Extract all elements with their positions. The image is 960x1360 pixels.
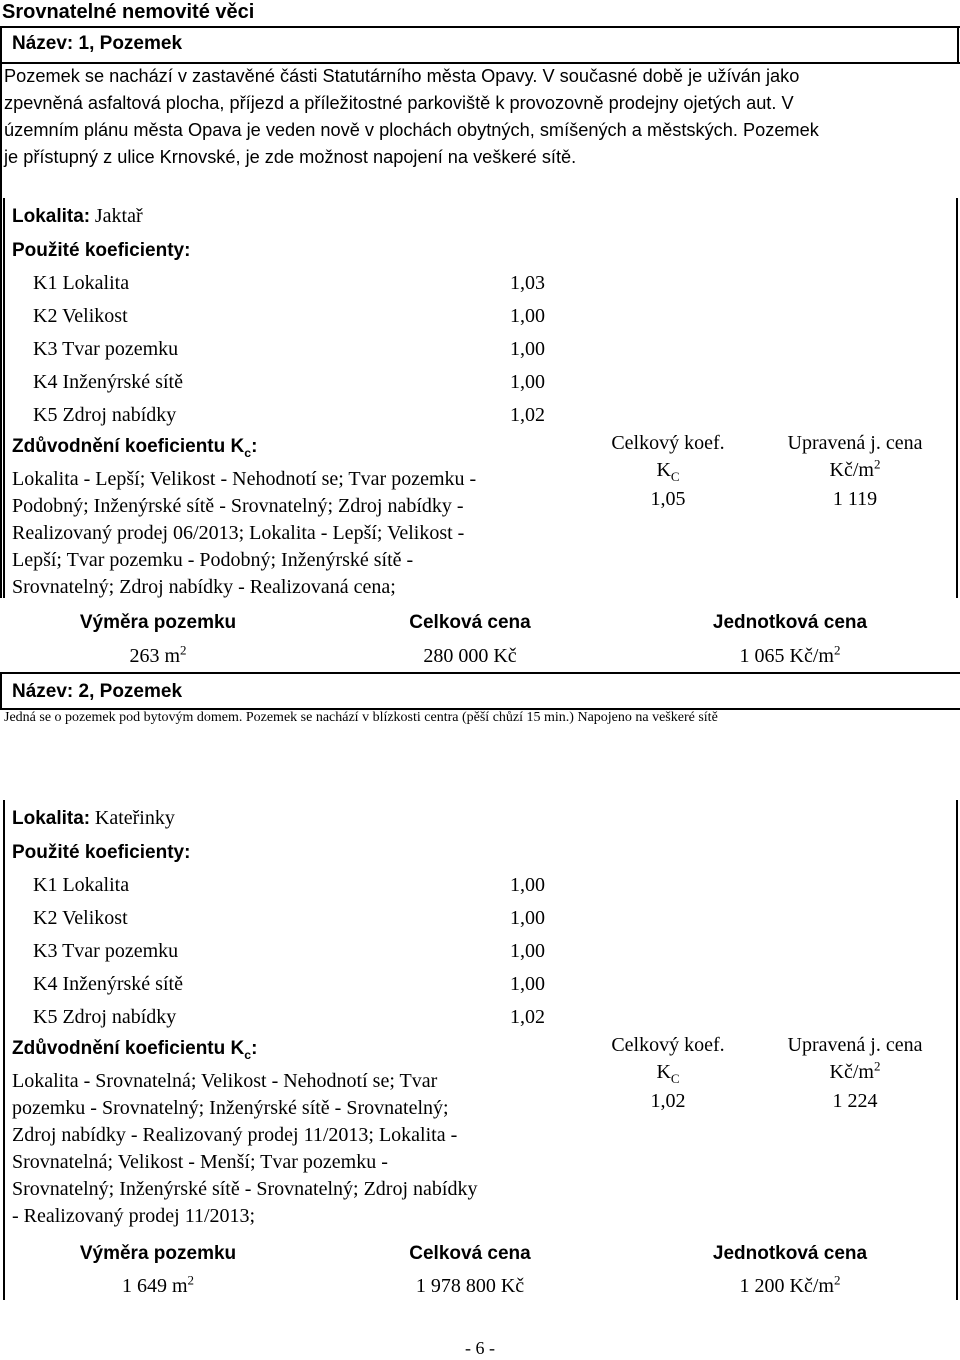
adjusted-price-value: 1 224 — [832, 1090, 878, 1112]
justification-line: Lokalita - Srovnatelná; Velikost - Nehodnotí se; Tvar — [12, 1070, 438, 1092]
unit-price-label: Jednotková cena — [712, 612, 868, 633]
description-line: je přístupný z ulice Krnovské, je zde možnost napojení na veškeré sítě. — [4, 147, 577, 167]
adjusted-price-unit: $Kč/m^2$ — [829, 456, 881, 481]
total-price-value: 1 978 800 Kč — [415, 1275, 525, 1297]
parcel-1-locality — [12, 205, 143, 228]
divider — [0, 672, 960, 674]
justification-line: Realizovaný prodej 06/2013; Lokalita - Lepší; Velikost - — [12, 522, 465, 544]
page-number: - 6 - — [465, 1338, 495, 1358]
locality-value: Jaktař — [94, 205, 143, 227]
total-coef-label: Celkový koef. — [611, 1034, 725, 1056]
coef-label: K5 Zdroj nabídky — [33, 1006, 177, 1028]
coef-label: K2 Velikost — [33, 305, 128, 327]
coef-value: 1,00 — [510, 907, 545, 929]
coef-label: K4 Inženýrské sítě — [33, 371, 183, 393]
adjusted-price-unit: $Kč/m^2$ — [829, 1058, 881, 1083]
coef-value: 1,00 — [510, 371, 545, 393]
description-line: Pozemek se nachází v zastavěné části Statutárního města Opavy. V současné době je užíván jako — [4, 66, 800, 86]
adjusted-price-label: Upravená j. cena — [787, 432, 923, 454]
coef-label: K1 Lokalita — [33, 874, 130, 896]
unit-price-label: Jednotková cena — [712, 1243, 868, 1264]
justification-line: Srovnatelný; Inženýrské sítě - Srovnatelný; Zdroj nabídky — [12, 1178, 478, 1200]
total-price-value: 280 000 Kč — [423, 645, 517, 667]
coef-label: K5 Zdroj nabídky — [33, 404, 177, 426]
locality-label: Lokalita: — [12, 206, 91, 227]
name-label: Název: — [12, 33, 74, 54]
frame-right — [957, 26, 959, 62]
justification-text — [12, 1068, 592, 1230]
coef-value: 1,00 — [510, 940, 545, 962]
coef-value: 1,00 — [510, 973, 545, 995]
justification-line: Lepší; Tvar pozemku - Podobný; Inženýrské sítě - — [12, 549, 414, 571]
justification-line: - Realizovaný prodej 11/2013; — [12, 1205, 256, 1227]
frame-left-inner — [3, 198, 5, 598]
coef-heading: Použité koeficienty: — [12, 240, 191, 261]
justification-heading: Zdůvodnění koeficientu $K_c$: — [12, 436, 258, 460]
justification-line: Lokalita - Lepší; Velikost - Nehodnotí se; Tvar pozemku - — [12, 468, 477, 490]
total-coef-symbol: $K_C$ — [656, 1061, 680, 1086]
coef-value: 1,00 — [510, 874, 545, 896]
coef-value: 1,00 — [510, 305, 545, 327]
name-value: 2, Pozemek — [78, 681, 183, 702]
area-value: 1 649 $m^2$ — [121, 1272, 195, 1297]
locality-label: Lokalita: — [12, 808, 91, 829]
coef-value: 1,02 — [510, 1006, 545, 1028]
frame-left-inner — [3, 800, 5, 1300]
parcel-1-description — [4, 63, 959, 171]
unit-price-value: 1 200 $Kč/m^2$ — [739, 1272, 841, 1297]
description-line: územním plánu města Opava je veden nově v plochách obytných, smíšených a městských. Pozemek — [4, 120, 819, 140]
frame-right-inner — [956, 800, 958, 1300]
justification-line: Zdroj nabídky - Realizovaný prodej 11/2013; Lokalita - — [12, 1124, 458, 1146]
unit-price-value: 1 065 $Kč/m^2$ — [739, 642, 841, 667]
divider — [0, 26, 960, 28]
justification-line: Srovnatelný; Zdroj nabídky - Realizovaná cena; — [12, 576, 396, 598]
frame-left — [0, 26, 2, 598]
total-price-label: Celková cena — [409, 612, 531, 633]
coef-label: K4 Inženýrské sítě — [33, 973, 183, 995]
frame-left — [0, 672, 2, 708]
coef-label: K3 Tvar pozemku — [33, 940, 179, 962]
description-line: zpevněná asfaltová plocha, příjezd a příležitostné parkoviště k provozovně prodejny ojetých aut. V — [4, 93, 794, 113]
area-label: Výměra pozemku — [79, 612, 237, 633]
total-coef-value: 1,02 — [650, 1090, 686, 1112]
justification-line: Podobný; Inženýrské sítě - Srovnatelný; Zdroj nabídky - — [12, 495, 464, 517]
name-value: 1, Pozemek — [78, 33, 183, 54]
coef-label: K2 Velikost — [33, 907, 128, 929]
total-coef-value: 1,05 — [650, 488, 686, 510]
parcel-1-title — [12, 33, 182, 55]
coef-value: 1,00 — [510, 338, 545, 360]
total-coef-symbol: $K_C$ — [656, 459, 680, 484]
area-label: Výměra pozemku — [79, 1243, 237, 1264]
frame-right-inner — [956, 198, 958, 598]
parcel-2-description: Jedná se o pozemek pod bytovým domem. Pozemek se nachází v blízkosti centra (pěší chůzí 15 min.) Napojeno na veškeré sítě — [4, 710, 718, 725]
total-coef-label: Celkový koef. — [611, 432, 725, 454]
justification-text — [12, 466, 592, 601]
parcel-2-locality — [12, 807, 175, 830]
justification-line: pozemku - Srovnatelný; Inženýrské sítě - Srovnatelný; — [12, 1097, 449, 1119]
coef-value: 1,02 — [510, 404, 545, 426]
total-price-label: Celková cena — [409, 1243, 531, 1264]
coef-value: 1,03 — [510, 272, 545, 294]
adjusted-price-label: Upravená j. cena — [787, 1034, 923, 1056]
area-value: 263 $m^2$ — [129, 642, 187, 667]
coef-heading: Použité koeficienty: — [12, 842, 191, 863]
coef-label: K3 Tvar pozemku — [33, 338, 179, 360]
name-label: Název: — [12, 681, 74, 702]
parcel-2-title — [12, 681, 182, 703]
justification-heading: Zdůvodnění koeficientu $K_c$: — [12, 1038, 258, 1062]
coef-label: K1 Lokalita — [33, 272, 130, 294]
locality-value: Kateřinky — [94, 807, 175, 829]
section-title: Srovnatelné nemovité věci — [2, 1, 255, 23]
justification-line: Srovnatelná; Velikost - Menší; Tvar pozemku - — [12, 1151, 388, 1173]
adjusted-price-value: 1 119 — [832, 488, 878, 510]
